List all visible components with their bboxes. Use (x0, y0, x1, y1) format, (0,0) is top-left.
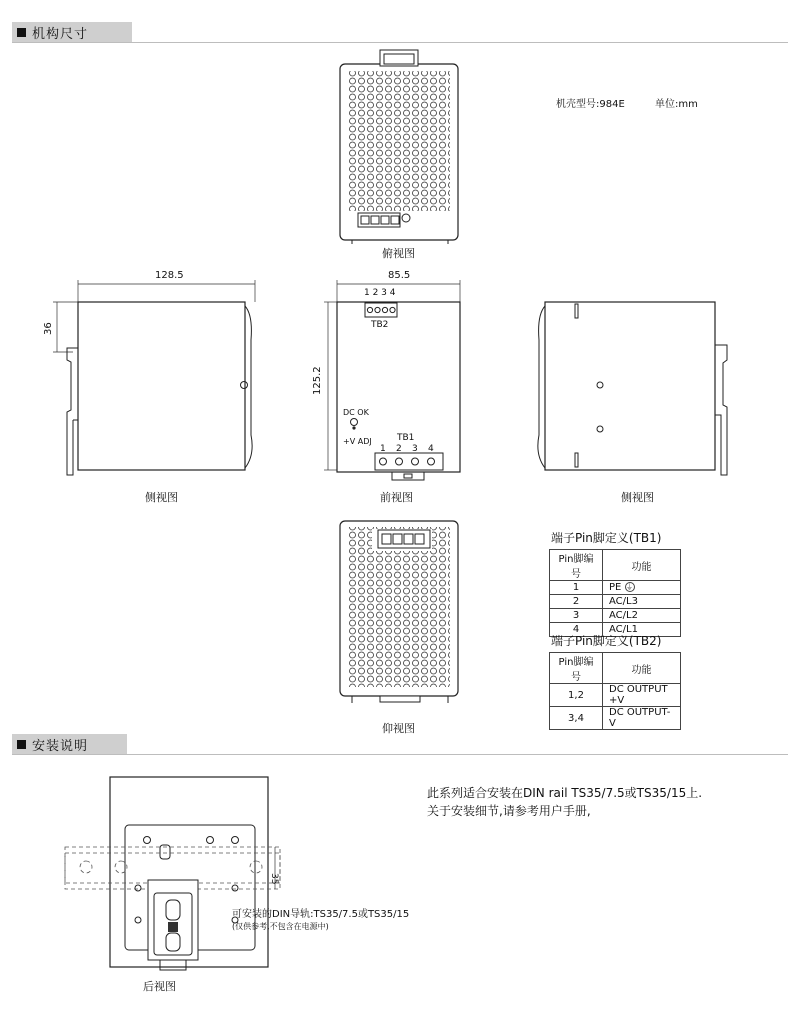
section-divider (12, 42, 788, 43)
bottom-view-caption: 仰视图 (382, 722, 415, 735)
install-line-2: 关于安装细节,请参考用户手册, (427, 804, 591, 818)
tb1-label: TB1 (397, 433, 415, 443)
ground-icon: ⏚ (626, 583, 634, 591)
tb2-pin-table (549, 652, 681, 730)
tb1-row-pin: 2 (550, 595, 603, 609)
tb1-func-text: PE (609, 582, 622, 593)
section-title: 机构尺寸 (32, 26, 89, 42)
side-view-left-drawing (45, 270, 265, 485)
tb1-row-pin: 3 (550, 609, 603, 623)
section-header-installation (12, 734, 127, 754)
tb2-label: TB2 (371, 320, 389, 330)
tb2-pin-numbers: 1 2 3 4 (364, 288, 396, 298)
tb1-row-func: AC/L2 (603, 609, 681, 623)
tb1-row-func: AC/L1 (603, 623, 681, 637)
section-title: 安装说明 (32, 738, 89, 754)
bottom-view-drawing (330, 515, 470, 705)
dim-128-5: 128.5 (155, 270, 184, 281)
rail-note: 可安装的DIN导轨:TS35/7.5或TS35/15 (232, 909, 410, 920)
side-view-left-caption: 侧视图 (145, 491, 178, 504)
square-bullet-icon (17, 740, 26, 749)
tb1-row-func: AC/L3 (603, 595, 681, 609)
side-view-right-caption: 侧视图 (621, 491, 654, 504)
tb1-pin-2: 2 (396, 444, 402, 454)
tb1-pin-1: 1 (380, 444, 386, 454)
tb1-row-func (603, 581, 681, 595)
tb2-row-func: DC OUTPUT-V (603, 707, 681, 730)
table-row (550, 595, 681, 609)
tb2-row-func: DC OUTPUT +V (603, 684, 681, 707)
tb2-header-pin: Pin脚编号 (550, 653, 603, 684)
rear-view-caption: 后视图 (143, 980, 176, 993)
dim-35: 35 (269, 873, 279, 885)
vadj-label: +V ADJ (343, 437, 372, 446)
top-view-caption: 俯视图 (382, 247, 415, 260)
tb1-header-pin: Pin脚编号 (550, 550, 603, 581)
tb1-pin-3: 3 (412, 444, 418, 454)
dc-ok-label: DC OK (343, 408, 369, 417)
square-bullet-icon (17, 28, 26, 37)
section-header-dimensions (12, 22, 132, 42)
section-divider (12, 754, 788, 755)
table-row (550, 609, 681, 623)
rear-view-drawing (60, 775, 300, 975)
tb1-pin-4: 4 (428, 444, 434, 454)
dim-85-5: 85.5 (388, 270, 411, 281)
bottom-terminal-block (378, 530, 430, 548)
tb2-header-func: 功能 (603, 653, 681, 684)
tb1-row-pin: 4 (550, 623, 603, 637)
top-terminal-block (358, 213, 400, 227)
tb1-table-title: 端子Pin脚定义(TB1) (551, 531, 662, 545)
tb2-table-title: 端子Pin脚定义(TB2) (551, 634, 662, 648)
case-model: 机壳型号:984E (556, 99, 625, 110)
dim-125-2: 125.2 (312, 366, 323, 395)
dim-36: 36 (43, 322, 54, 335)
table-row (550, 684, 681, 707)
unit-label: 单位:mm (655, 99, 698, 110)
tb1-row-pin: 1 (550, 581, 603, 595)
rail-note-2: (仅供参考,不包含在电源中) (232, 922, 329, 931)
install-line-1: 此系列适合安装在DIN rail TS35/7.5或TS35/15上. (427, 786, 703, 800)
tb2-row-pin: 3,4 (550, 707, 603, 730)
table-row (550, 581, 681, 595)
tb1-header-func: 功能 (603, 550, 681, 581)
front-view-caption: 前视图 (380, 491, 413, 504)
tb2-terminal-block (365, 303, 397, 317)
tb2-row-pin: 1,2 (550, 684, 603, 707)
top-view-drawing (330, 45, 470, 245)
tb1-terminal-block (375, 453, 443, 470)
side-view-right-drawing (535, 295, 750, 485)
table-row (550, 707, 681, 730)
tb1-pin-table (549, 549, 681, 637)
